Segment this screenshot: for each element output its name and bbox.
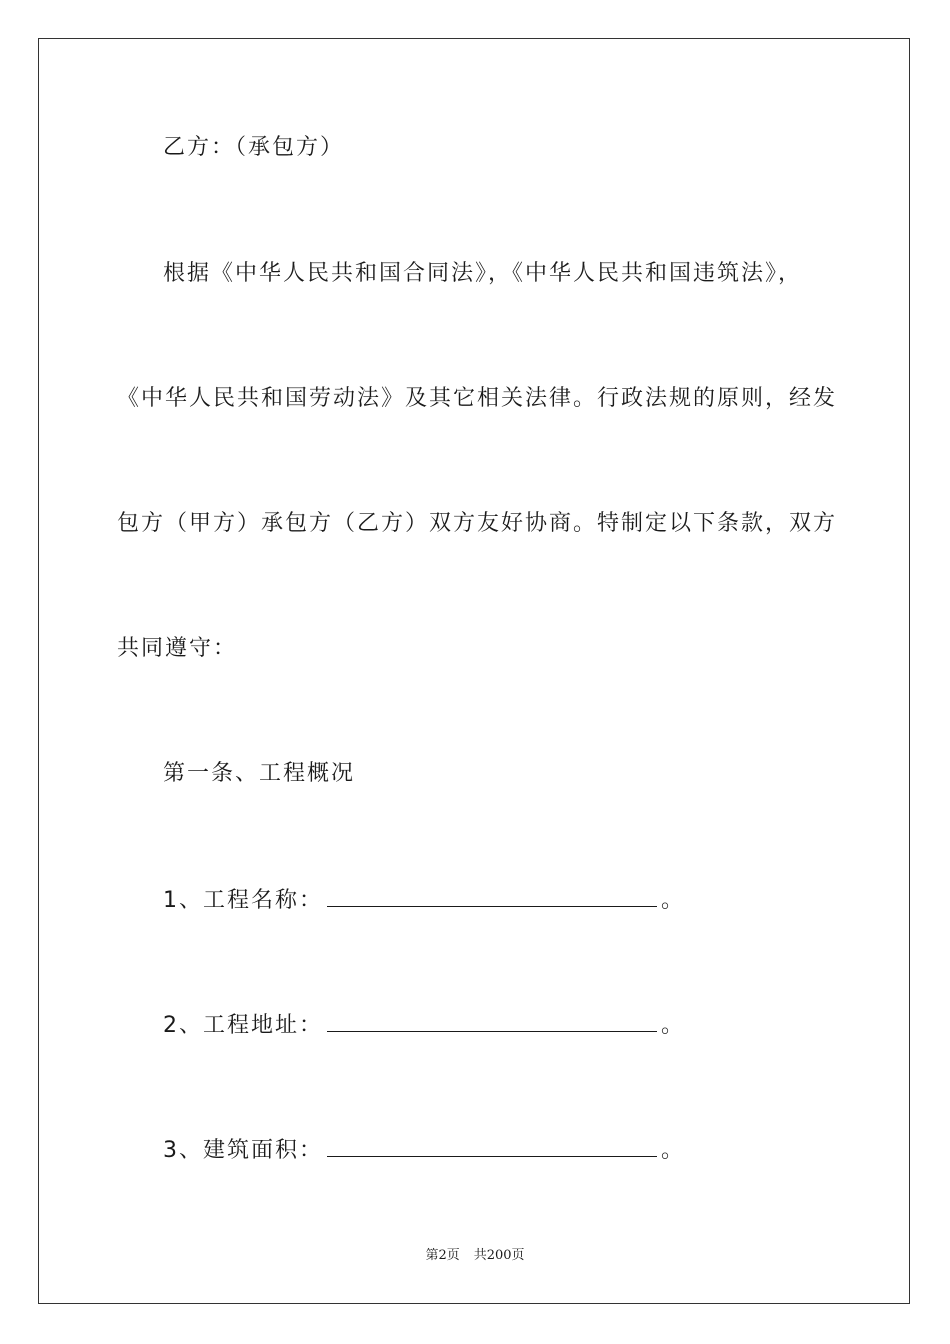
- item-project-address: [163, 1009, 685, 1041]
- paragraph-line-1: 根据《中华人民共和国合同法》，《中华人民共和国违筑法》，: [163, 261, 803, 286]
- page-current: 第2页: [425, 1248, 460, 1263]
- article-1-title: 第一条、工程概况: [163, 761, 356, 786]
- item-label: 3、建筑面积：: [163, 1138, 323, 1163]
- party-b-line: 乙方：（承包方）: [163, 135, 345, 160]
- fill-in-blank: [327, 1009, 657, 1032]
- item-label: 1、工程名称：: [163, 888, 323, 913]
- item-label: 2、工程地址：: [163, 1013, 323, 1038]
- page-border: [38, 38, 910, 1304]
- page-total: 共200页: [473, 1248, 525, 1263]
- page-footer: [0, 1247, 950, 1265]
- item-end: 。: [661, 1138, 686, 1163]
- item-end: 。: [661, 888, 686, 913]
- fill-in-blank: [327, 884, 657, 907]
- item-end: 。: [661, 1013, 686, 1038]
- fill-in-blank: [327, 1134, 657, 1157]
- paragraph-line-2: 《中华人民共和国劳动法》及其它相关法律。行政法规的原则，经发: [117, 386, 838, 411]
- item-project-name: [163, 884, 685, 916]
- paragraph-line-4: 共同遵守：: [117, 636, 238, 661]
- paragraph-line-3: 包方（甲方）承包方（乙方）双方友好协商。特制定以下条款，双方: [117, 511, 838, 536]
- item-building-area: [163, 1134, 685, 1166]
